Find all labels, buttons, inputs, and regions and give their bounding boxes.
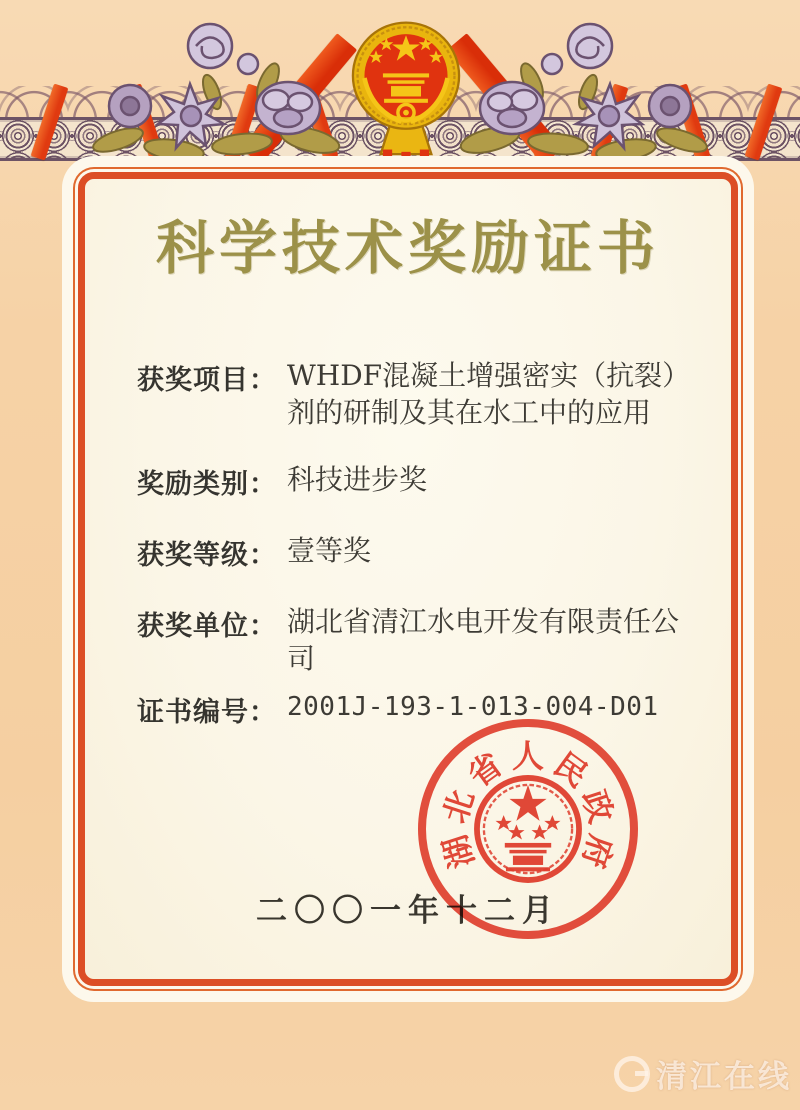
- issue-date: 二〇〇一年十二月: [256, 893, 560, 928]
- top-ornament-band: [0, 0, 800, 170]
- national-emblem-icon: [348, 18, 464, 168]
- field-label: 证书编号：: [137, 696, 277, 727]
- flower-garland-left-icon: [92, 12, 354, 164]
- field-certificate-number: [137, 690, 687, 729]
- field-value: 2001J-193-1-013-004-D01: [287, 691, 659, 722]
- field-award-project: [137, 358, 687, 432]
- watermark: [614, 1051, 792, 1096]
- certificate-title: 科学技术奖励证书: [155, 214, 660, 282]
- certificate-panel: [78, 172, 738, 986]
- seal-character: 省: [461, 745, 509, 794]
- seal-character: 湖: [436, 830, 481, 873]
- field-label: 获奖项目：: [137, 364, 277, 395]
- watermark-logo-icon: [614, 1056, 650, 1092]
- seal-character: 北: [436, 785, 481, 828]
- field-label: 获奖等级：: [137, 539, 277, 570]
- field-value: 壹等奖: [287, 533, 372, 567]
- field-award-grade: [137, 533, 687, 572]
- seal-character: 人: [511, 738, 544, 774]
- certificate-fields: [137, 358, 687, 729]
- field-label: 获奖单位：: [137, 610, 277, 641]
- seal-character: 府: [575, 830, 620, 873]
- watermark-text: 清江在线: [656, 1059, 792, 1094]
- field-award-category: [137, 462, 687, 501]
- seal-character: 民: [547, 745, 595, 794]
- field-value: WHDF混凝土增强密实（抗裂）剂的研制及其在水工中的应用: [287, 358, 677, 429]
- field-value: 湖北省清江水电开发有限责任公司: [287, 604, 680, 675]
- flower-garland-right-icon: [446, 12, 708, 164]
- seal-character: 政: [575, 785, 620, 828]
- field-value: 科技进步奖: [287, 462, 428, 496]
- field-award-unit: [137, 604, 687, 678]
- field-label: 奖励类别：: [137, 468, 277, 499]
